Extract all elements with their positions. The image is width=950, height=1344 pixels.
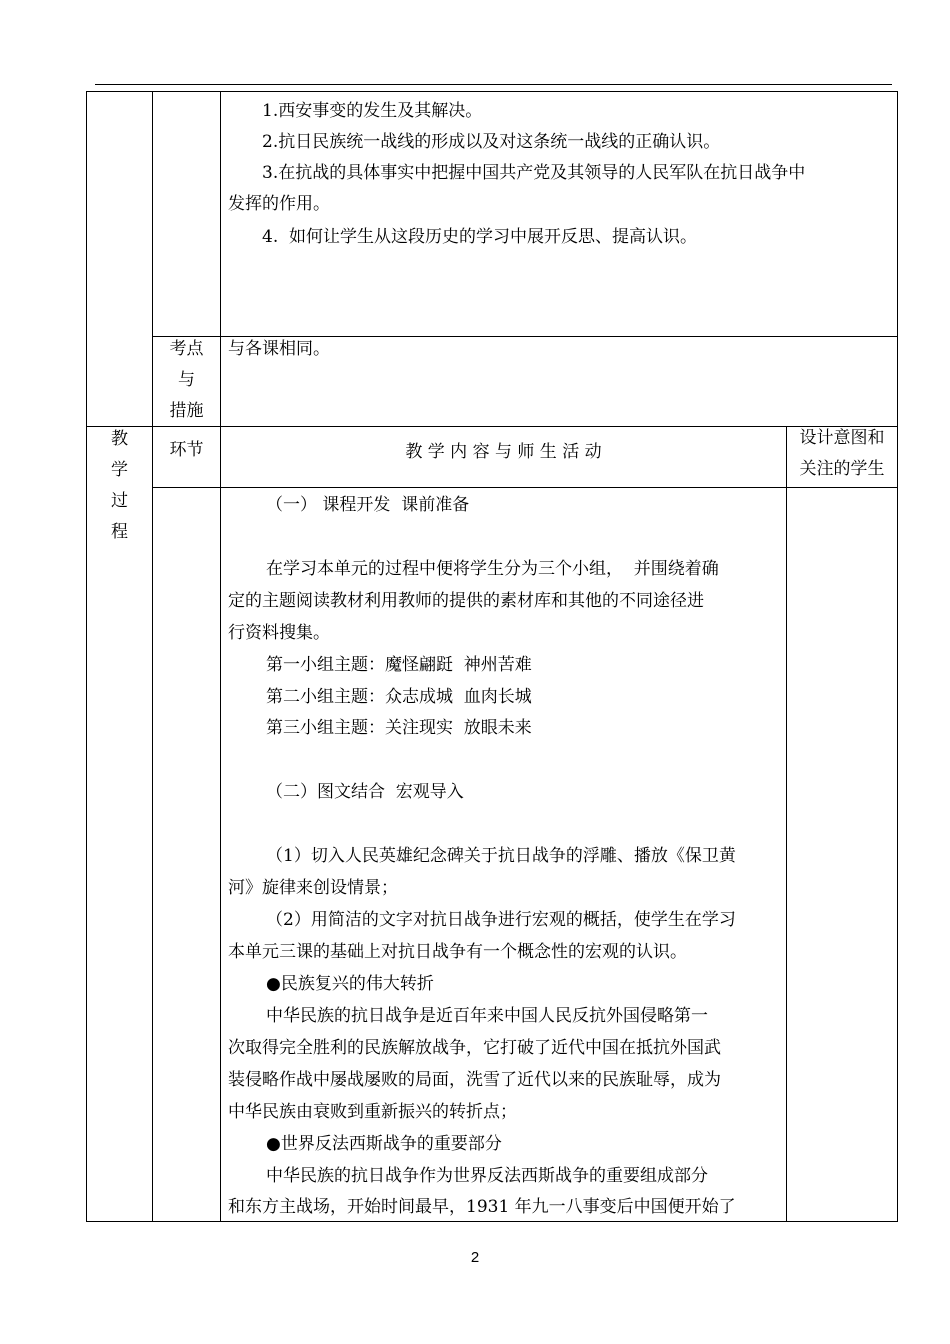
step-1-line-1: （1）切入人民英雄纪念碑关于抗日战争的浮雕、播放《保卫黄 [266, 846, 736, 866]
point-2-line-1: 中华民族的抗日战争作为世界反法西斯战争的重要组成部分 [266, 1166, 708, 1186]
group-3-theme: 第三小组主题：关注现实 放眼未来 [266, 718, 532, 738]
side-label-char-1: 教 [111, 429, 128, 449]
kaodian-label-line-1: 考点 [169, 339, 204, 359]
table-border-left [86, 91, 87, 1222]
group-2-theme: 第二小组主题：众志成城 血肉长城 [266, 687, 532, 707]
point-1-heading: ●民族复兴的伟大转折 [266, 974, 434, 994]
objective-3-cont: 发挥的作用。 [228, 194, 330, 214]
step-1-line-2: 河》旋律来创设情景； [228, 878, 398, 898]
side-label-char-3: 过 [111, 491, 128, 511]
side-label-char-4: 程 [111, 522, 128, 542]
grouping-intro-line-1: 在学习本单元的过程中便将学生分为三个小组， 并围绕着确 [266, 559, 719, 579]
page-number: 2 [470, 1249, 480, 1266]
header-content: 教 学 内 容 与 师 生 活 动 [405, 442, 602, 462]
header-rule [95, 84, 892, 85]
point-2-line-2: 和东方主战场，开始时间最早，1931 年九一八事变后中国便开始了 [228, 1197, 736, 1217]
objective-2: 2.抗日民族统一战线的形成以及对这条统一战线的正确认识。 [262, 132, 721, 152]
grouping-intro-line-3: 行资料搜集。 [228, 623, 330, 643]
row-divider-header [152, 487, 898, 488]
col-divider-1 [152, 91, 153, 1222]
point-2-heading: ●世界反法西斯战争的重要部分 [266, 1134, 502, 1154]
col-divider-2 [220, 91, 221, 1222]
side-label-char-2: 学 [111, 460, 128, 480]
kaodian-label-line-2: 与 [178, 370, 195, 390]
col-divider-3 [786, 426, 787, 1222]
objective-1: 1.西安事变的发生及其解决。 [262, 101, 483, 121]
kaodian-label-line-3: 措施 [169, 401, 204, 421]
group-1-theme: 第一小组主题：魔怪翩跹 神州苦难 [266, 655, 532, 675]
objective-3: 3.在抗战的具体事实中把握中国共产党及其领导的人民军队在抗日战争中 [262, 163, 806, 183]
grouping-intro-line-2: 定的主题阅读教材利用教师的提供的素材库和其他的不同途径进 [228, 591, 704, 611]
kaodian-content: 与各课相同。 [228, 339, 330, 359]
objective-4: 4. 如何让学生从这段历史的学习中展开反思、提高认识。 [262, 227, 698, 247]
table-border-top [86, 91, 898, 92]
table-border-right [897, 91, 898, 1222]
point-1-line-1: 中华民族的抗日战争是近百年来中国人民反抗外国侵略第一 [266, 1006, 708, 1026]
header-segment: 环节 [169, 440, 204, 460]
header-design-line-2: 关注的学生 [799, 459, 885, 479]
point-1-line-2: 次取得完全胜利的民族解放战争，它打破了近代中国在抵抗外国武 [228, 1038, 721, 1058]
section-1-title: （一） 课程开发 课前准备 [266, 495, 470, 515]
point-1-line-4: 中华民族由衰败到重新振兴的转折点； [228, 1102, 517, 1122]
step-2-line-2: 本单元三课的基础上对抗日战争有一个概念性的宏观的认识。 [228, 942, 687, 962]
header-design-line-1: 设计意图和 [799, 428, 885, 448]
step-2-line-1: （2）用简洁的文字对抗日战争进行宏观的概括，使学生在学习 [266, 910, 736, 930]
process-side-label [87, 424, 152, 548]
kaodian-label [153, 334, 220, 427]
point-1-line-3: 装侵略作战中屡战屡败的局面，洗雪了近代以来的民族耻辱，成为 [228, 1070, 721, 1090]
section-2-title: （二）图文结合 宏观导入 [266, 782, 464, 802]
header-design [787, 423, 897, 485]
